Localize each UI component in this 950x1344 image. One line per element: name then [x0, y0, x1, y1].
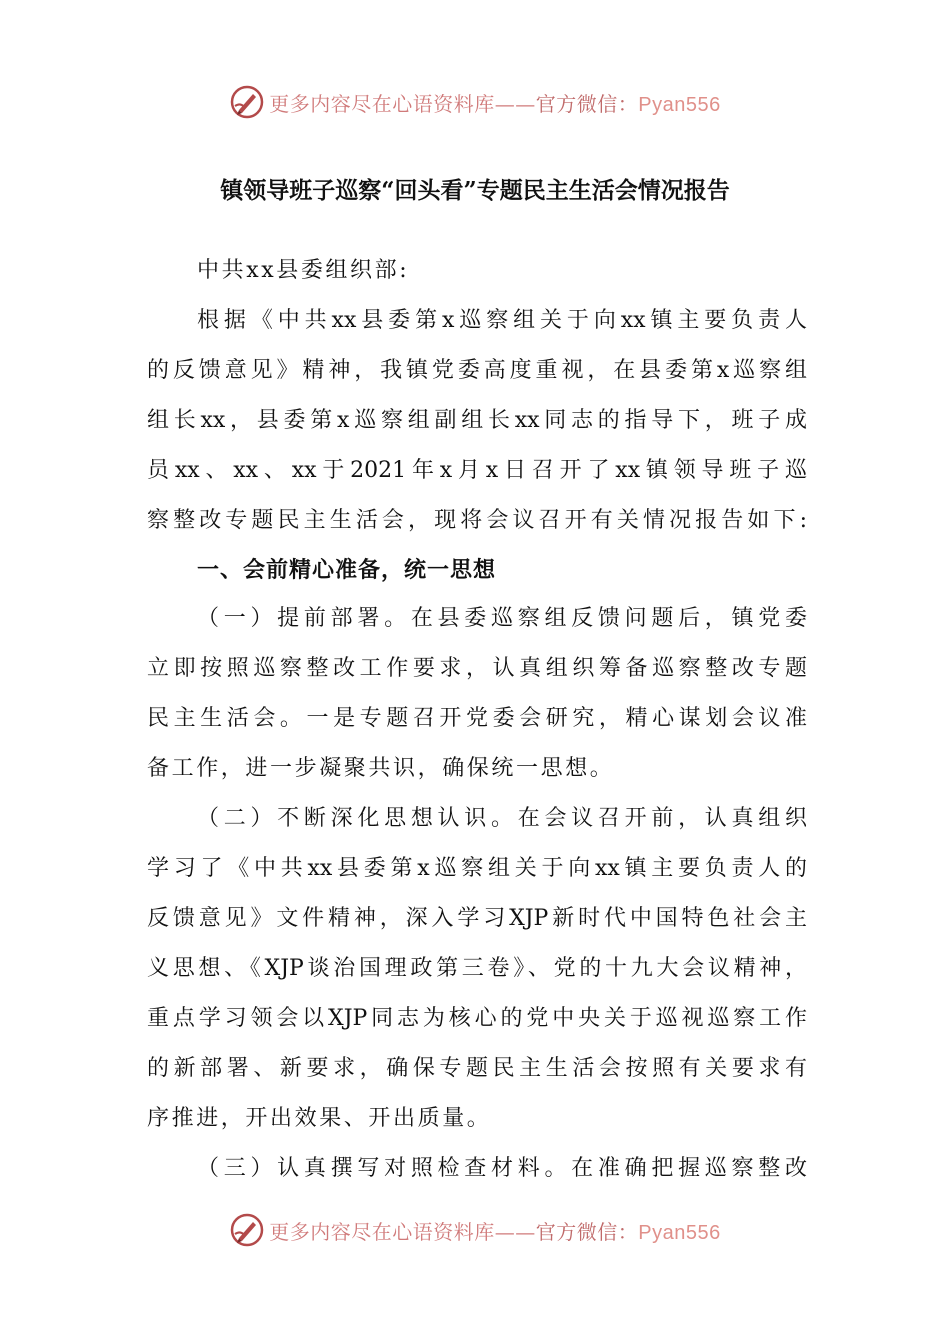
addressee: 中共xx县委组织部:	[197, 258, 410, 283]
paragraph-line: 备工作，进一步凝聚共识，确保统一思想。	[147, 756, 615, 781]
paragraph-line: 的新部署、新要求，确保专题民主生活会按照有关要求有	[147, 1056, 807, 1081]
paragraph-line: 学习了《中共xx县委第x巡察组关于向xx镇主要负责人的	[147, 856, 807, 881]
paragraph-line: 重点学习领会以XJP同志为核心的党中央关于巡视巡察工作	[147, 1006, 807, 1031]
footer-watermark	[0, 1210, 950, 1250]
paragraph-line: 立即按照巡察整改工作要求，认真组织筹备巡察整改专题	[147, 656, 807, 681]
paragraph-line: 义思想、《XJP谈治国理政第三卷》、党的十九大会议精神，	[147, 956, 807, 981]
paragraph-line: （一）提前部署。在县委巡察组反馈问题后，镇党委	[197, 606, 807, 631]
header-watermark	[0, 82, 950, 122]
document-title: 镇领导班子巡察“回头看”专题民主生活会情况报告	[220, 177, 730, 204]
paragraph-line: 员xx、xx、xx于2021年x月x日召开了xx镇领导班子巡	[147, 458, 807, 483]
paragraph-line: （三）认真撰写对照检查材料。在准确把握巡察整改	[197, 1156, 807, 1181]
section-heading: 一、会前精心准备，统一思想	[197, 558, 497, 583]
paragraph-line: 的反馈意见》精神，我镇党委高度重视，在县委第x巡察组	[147, 358, 807, 383]
paragraph-line: 反馈意见》文件精神，深入学习XJP新时代中国特色社会主	[147, 906, 807, 931]
watermark-text: 更多内容尽在心语资料库——官方微信：Pyan556	[269, 1219, 721, 1244]
paragraph-line: 察整改专题民主生活会，现将会议召开有关情况报告如下:	[147, 508, 807, 533]
pen-logo-icon	[229, 84, 265, 120]
paragraph-line: 序推进，开出效果、开出质量。	[147, 1106, 492, 1131]
paragraph-line: 民主生活会。一是专题召开党委会研究，精心谋划会议准	[147, 706, 807, 731]
watermark-text: 更多内容尽在心语资料库——官方微信：Pyan556	[269, 91, 721, 116]
paragraph-line: 根据《中共xx县委第x巡察组关于向xx镇主要负责人	[197, 308, 807, 333]
paragraph-line: 组长xx，县委第x巡察组副组长xx同志的指导下，班子成	[147, 408, 807, 433]
pen-logo-icon	[229, 1212, 265, 1248]
paragraph-line: （二）不断深化思想认识。在会议召开前，认真组织	[197, 806, 807, 831]
